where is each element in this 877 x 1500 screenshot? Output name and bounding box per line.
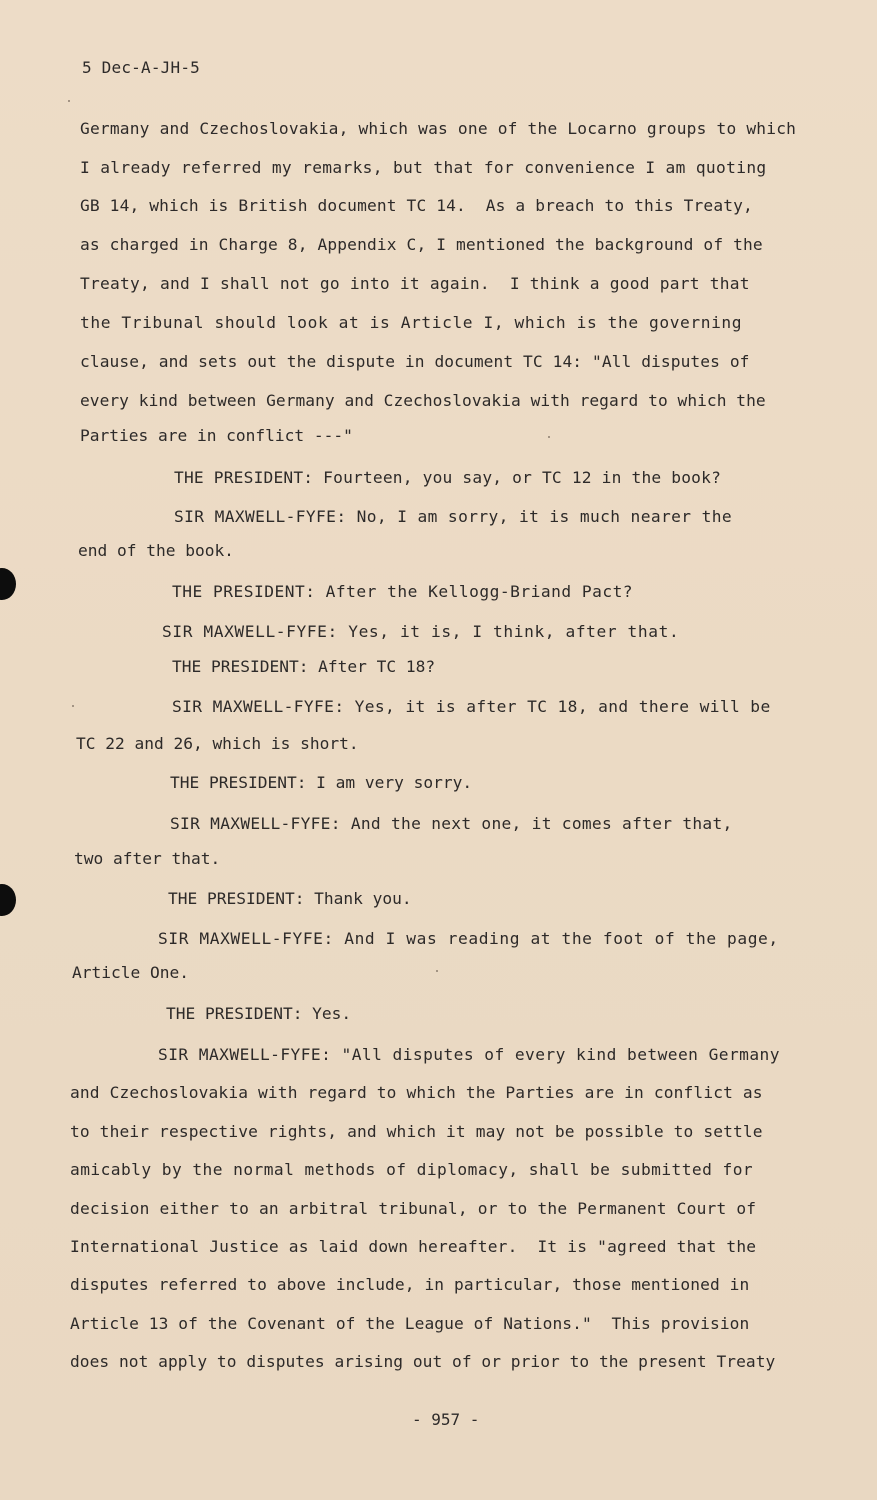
dialogue-line: THE PRESIDENT: Yes. <box>166 1004 352 1023</box>
text-line: Article 13 of the Covenant of the League of Nations." This provision <box>70 1314 750 1333</box>
text-line: to their respective rights, and which it may not be possible to settle <box>70 1122 763 1141</box>
dialogue-line: SIR MAXWELL-FYFE: And I was reading at the foot of the page, <box>158 929 779 948</box>
text-line: every kind between Germany and Czechoslovakia with regard to which the <box>80 391 766 410</box>
text-line: the Tribunal should look at is Article I, which is the governing <box>80 313 743 332</box>
text-line: Germany and Czechoslovakia, which was one of the Locarno groups to which <box>80 119 797 138</box>
text-line: Article One. <box>72 963 189 982</box>
text-line: end of the book. <box>78 541 234 560</box>
dialogue-line: SIR MAXWELL-FYFE: "All disputes of every kind between Germany <box>158 1045 780 1064</box>
speck <box>72 705 74 707</box>
punch-hole <box>0 884 16 916</box>
text-line: disputes referred to above include, in particular, those mentioned in <box>70 1275 750 1294</box>
text-line: International Justice as laid down hereafter. It is "agreed that the <box>70 1237 757 1256</box>
dialogue-line: SIR MAXWELL-FYFE: Yes, it is, I think, after that. <box>162 622 680 641</box>
text-line: two after that. <box>74 849 221 868</box>
text-line: I already referred my remarks, but that for convenience I am quoting <box>80 158 767 177</box>
dialogue-line: SIR MAXWELL-FYFE: And the next one, it comes after that, <box>170 814 733 833</box>
text-line: amicably by the normal methods of diplomacy, shall be submitted for <box>70 1160 754 1179</box>
speck <box>436 970 438 972</box>
text-line: TC 22 and 26, which is short. <box>76 734 359 753</box>
punch-hole <box>0 568 16 600</box>
dialogue-line: SIR MAXWELL-FYFE: Yes, it is after TC 18, and there will be <box>172 697 771 716</box>
text-line: clause, and sets out the dispute in document TC 14: "All disputes of <box>80 352 750 371</box>
document-reference: 5 Dec-A-JH-5 <box>82 58 200 77</box>
text-line: GB 14, which is British document TC 14. As a breach to this Treaty, <box>80 196 753 215</box>
dialogue-line: THE PRESIDENT: Fourteen, you say, or TC 12 in the book? <box>174 468 722 487</box>
page-number: - 957 - <box>412 1410 480 1429</box>
dialogue-line: SIR MAXWELL-FYFE: No, I am sorry, it is much nearer the <box>174 507 733 526</box>
text-line: and Czechoslovakia with regard to which the Parties are in conflict as <box>70 1083 763 1102</box>
dialogue-line: THE PRESIDENT: After the Kellogg-Briand Pact? <box>172 582 634 601</box>
dialogue-line: THE PRESIDENT: After TC 18? <box>172 657 436 676</box>
speck <box>548 436 550 438</box>
speck <box>68 100 70 102</box>
text-line: Treaty, and I shall not go into it again. I think a good part that <box>80 274 750 293</box>
text-line: decision either to an arbitral tribunal, or to the Permanent Court of <box>70 1199 757 1218</box>
text-line: Parties are in conflict ---" <box>80 426 353 445</box>
text-line: as charged in Charge 8, Appendix C, I mentioned the background of the <box>80 235 763 254</box>
dialogue-line: THE PRESIDENT: Thank you. <box>168 889 412 908</box>
text-line: does not apply to disputes arising out of or prior to the present Treaty <box>70 1352 776 1371</box>
dialogue-line: THE PRESIDENT: I am very sorry. <box>170 773 473 792</box>
